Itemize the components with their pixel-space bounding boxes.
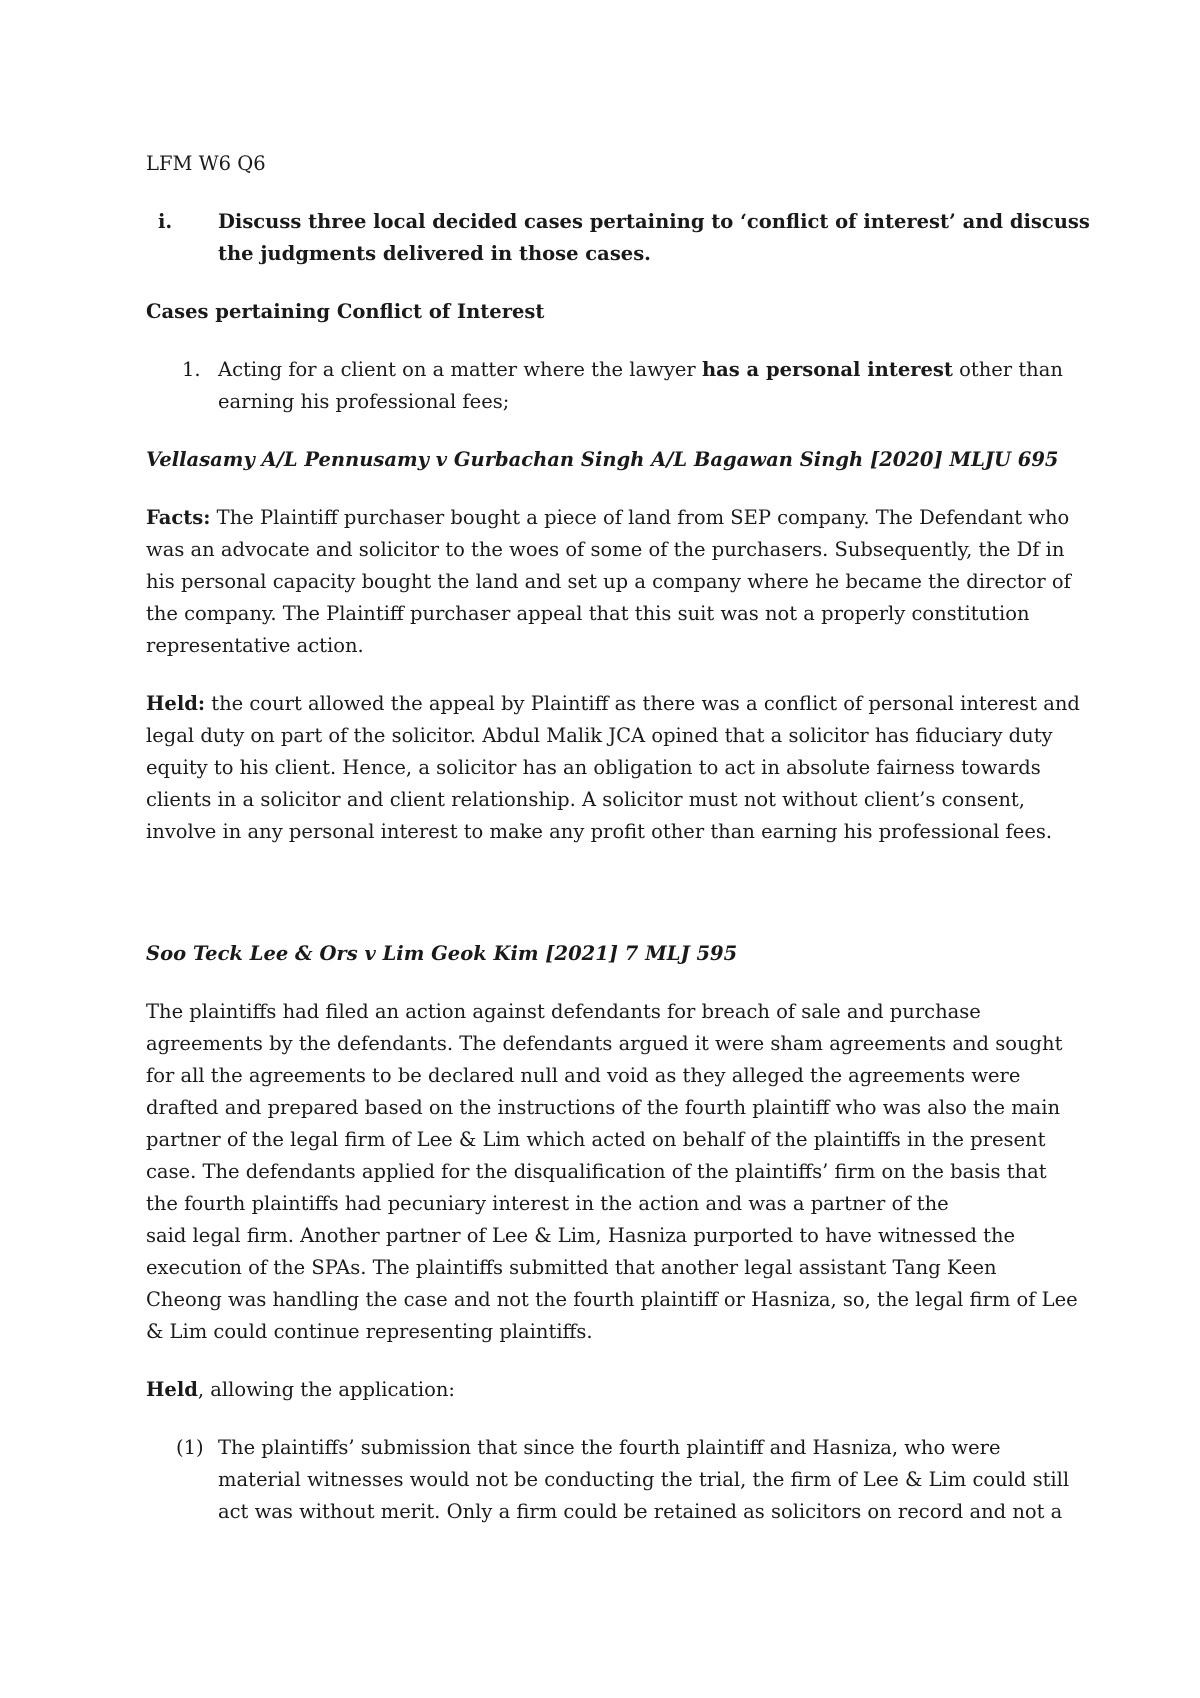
held-subpoint <box>146 1432 1076 1528</box>
case-body-paragraph <box>146 996 1076 1348</box>
held-line <box>146 1374 1076 1406</box>
case-title: Vellasamy A/L Pennusamy v Gurbachan Singh A/L Bagawan Singh [2020] MLJU 695 <box>146 448 1059 471</box>
paragraph-line: the company. The Plaintiff purchaser appeal that this suit was not a properly constitution <box>146 602 1030 625</box>
question-line: Discuss three local decided cases pertaining to ‘conflict of interest’ and discuss <box>218 210 1090 233</box>
subpoint-line: material witnesses would not be conducting the trial, the firm of Lee & Lim could still <box>218 1468 1070 1491</box>
point-line: earning his professional fees; <box>218 390 510 413</box>
paragraph-line: the fourth plaintiffs had pecuniary interest in the action and was a partner of the <box>146 1192 949 1215</box>
held-paragraph <box>146 688 1080 848</box>
spacer <box>146 874 1076 938</box>
subpoint-marker: (1) <box>176 1436 204 1459</box>
question-marker: i. <box>158 210 173 233</box>
paragraph-line: partner of the legal firm of Lee & Lim which acted on behalf of the plaintiffs in the present <box>146 1128 1046 1151</box>
subpoint-line: The plaintiffs’ submission that since the fourth plaintiff and Hasniza, who were <box>218 1436 1001 1459</box>
paragraph-line: for all the agreements to be declared null and void as they alleged the agreements were <box>146 1064 1021 1087</box>
paragraph-line: & Lim could continue representing plaintiffs. <box>146 1320 593 1343</box>
paragraph-line <box>146 502 1076 534</box>
paragraph-line: drafted and prepared based on the instructions of the fourth plaintiff who was also the main <box>146 1096 1061 1119</box>
paragraph-line: clients in a solicitor and client relationship. A solicitor must not without client’s consent, <box>146 788 1025 811</box>
question-item <box>146 206 1090 270</box>
paragraph-text: , allowing the application: <box>197 1378 455 1401</box>
document-title: LFM W6 Q6 <box>146 152 266 175</box>
paragraph-line: case. The defendants applied for the disqualification of the plaintiffs’ firm on the basis that <box>146 1160 1047 1183</box>
paragraph-line <box>146 688 1080 720</box>
case-title: Soo Teck Lee & Ors v Lim Geok Kim [2021] 7 MLJ 595 <box>146 942 738 965</box>
held-label: Held: <box>146 692 206 715</box>
paragraph-line: his personal capacity bought the land and set up a company where he became the director of <box>146 570 1071 593</box>
paragraph-line: legal duty on part of the solicitor. Abdul Malik JCA opined that a solicitor has fiduciary duty <box>146 724 1053 747</box>
numbered-point <box>146 354 1076 418</box>
subpoint-line: act was without merit. Only a firm could be retained as solicitors on record and not a <box>218 1500 1063 1523</box>
document-content <box>146 148 1090 1528</box>
paragraph-line: was an advocate and solicitor to the woes of some of the purchasers. Subsequently, the Df in <box>146 538 1065 561</box>
facts-paragraph <box>146 502 1076 662</box>
paragraph-line: representative action. <box>146 634 364 657</box>
point-marker: 1. <box>182 358 201 381</box>
paragraph-text: the court allowed the appeal by Plaintiff as there was a conflict of personal interest and <box>205 692 1080 715</box>
point-text: other than <box>952 358 1063 381</box>
paragraph-line: Cheong was handling the case and not the fourth plaintiff or Hasniza, so, the legal firm of Lee <box>146 1288 1078 1311</box>
paragraph-line: execution of the SPAs. The plaintiffs submitted that another legal assistant Tang Keen <box>146 1256 997 1279</box>
point-emphasis: has a personal interest <box>701 358 953 381</box>
facts-label: Facts: <box>146 506 211 529</box>
paragraph-line: equity to his client. Hence, a solicitor has an obligation to act in absolute fairness towards <box>146 756 1041 779</box>
paragraph-line: involve in any personal interest to make any profit other than earning his professional fees. <box>146 820 1053 843</box>
point-line <box>218 354 1076 386</box>
paragraph-line: said legal firm. Another partner of Lee & Lim, Hasniza purported to have witnessed the <box>146 1224 1016 1247</box>
section-heading: Cases pertaining Conflict of Interest <box>146 300 545 323</box>
question-line: the judgments delivered in those cases. <box>218 242 651 265</box>
point-text: Acting for a client on a matter where the lawyer <box>218 358 702 381</box>
paragraph-text: The Plaintiff purchaser bought a piece of land from SEP company. The Defendant who <box>210 506 1070 529</box>
paragraph-line: The plaintiffs had filed an action against defendants for breach of sale and purchase <box>146 1000 981 1023</box>
held-label: Held <box>146 1378 198 1401</box>
paragraph-line: agreements by the defendants. The defendants argued it were sham agreements and sought <box>146 1032 1063 1055</box>
